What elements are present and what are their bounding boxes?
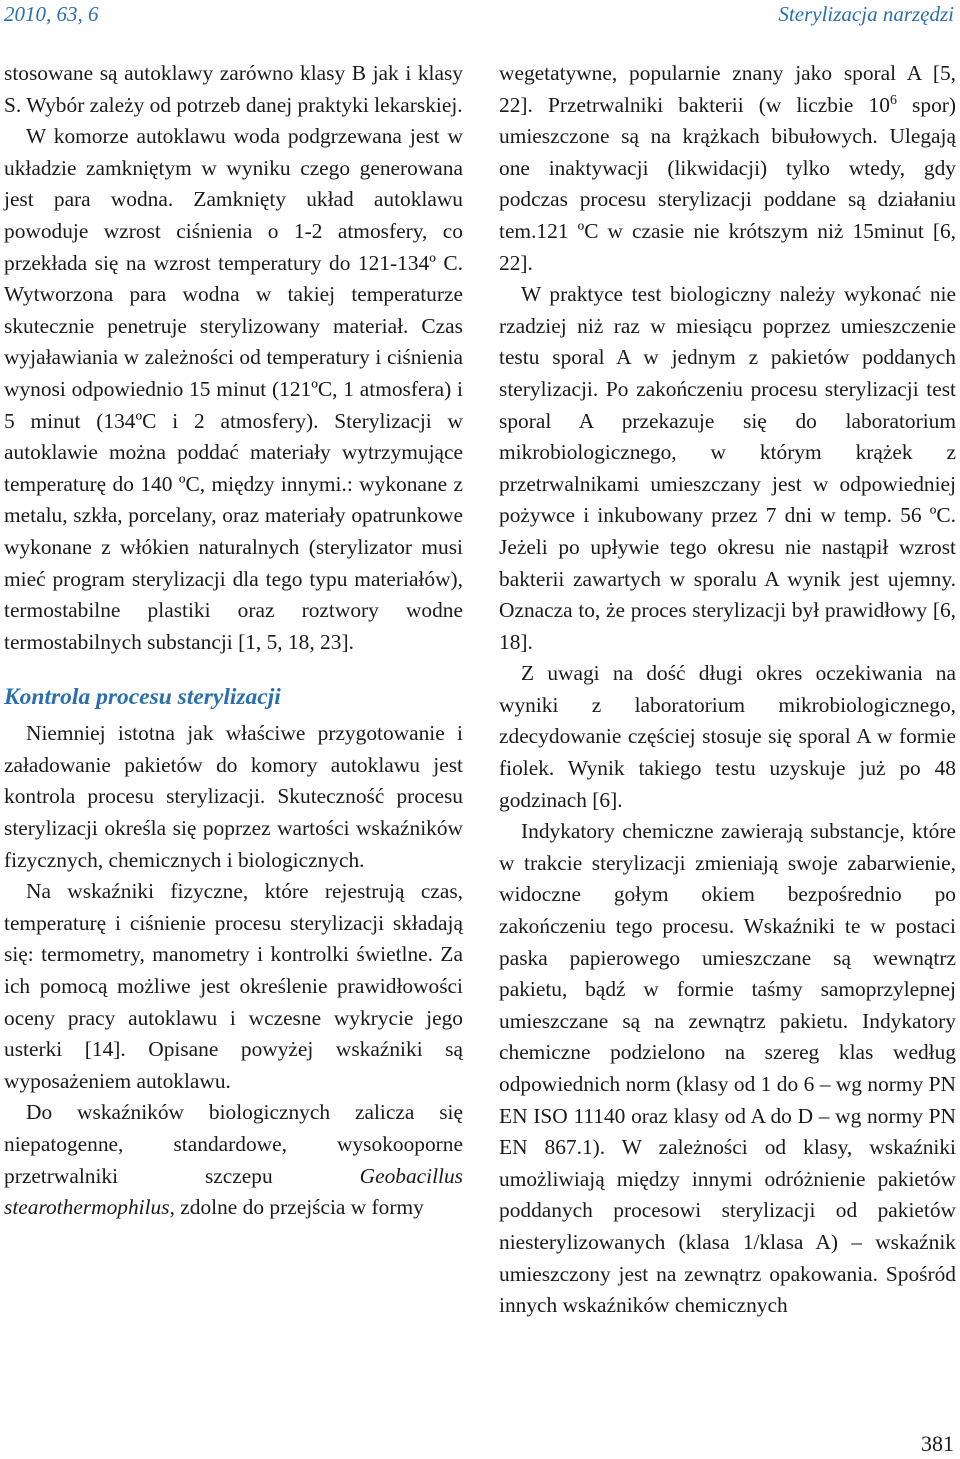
paragraph: Na wskaźniki fizyczne, które rejestrują czas, temperaturę i ciśnienie procesu sterylizacji składają się: termometry, manometry i kontrolki świetlne. Za ich pomocą możliwe jest określenie prawidłowości oceny pracy autoklawu i wczesne wykrycie jego usterki [14]. Opisane powyżej wskaźniki są wyposażeniem autoklawu. [4, 879, 463, 1093]
paragraph: Z uwagi na dość długi okres oczekiwania na wyniki z laboratorium mikrobiologicznego, zdecydowanie częściej stosuje się sporal A w formie fiolek. Wynik takiego testu uzyskuje już po 48 godzinach [6]. [499, 661, 956, 812]
paragraph: Indykatory chemiczne zawierają substancje, które w trakcie sterylizacji zmieniają swoje zabarwienie, widoczne gołym okiem bezpośrednio po zakończeniu tego procesu. Wskaźniki te w postaci paska papierowego umieszczane są wewnątrz pakietu, bądź w formie taśmy samoprzylepnej umieszczane są na zewnątrz pakietu. Indykatory chemiczne podzielono na szereg klas według odpowiednich norm (klasy od 1 do 6 – wg normy PN EN ISO 11140 oraz klasy od A do D – wg normy PN EN 867.1). W zależności od klasy, wskaźniki umożliwiają między innymi odróżnienie pakietów poddanych procesowi sterylizacji od pakietów niesterylizowanych (klasa 1/klasa A) – wskaźnik umieszczony jest na zewnątrz opakowania. Spośród innych wskaźników chemicznych [499, 819, 956, 1318]
text-run: , zdolne do przejścia w formy [169, 1195, 424, 1220]
header-journal-issue: 2010, 63, 6 [4, 2, 99, 26]
superscript-exponent: 6 [889, 92, 897, 108]
text-run: spor) umieszczone są na krążkach bibułowych. Ulegają one inaktywacji (likwidacji) tylko wtedy, gdy podczas procesu sterylizacji poddane są działaniu tem.121 ºC w czasie nie krótszym niż 15minut [6, 22]. [499, 92, 957, 275]
paragraph: W komorze autoklawu woda podgrzewana jest w układzie zamkniętym w wyniku czego generowana jest para wodna. Zamknięty układ autoklawu powoduje wzrost ciśnienia o 1-2 atmosfery, co przekłada się na wzrost temperatury do 121-134º C. Wytworzona para wodna w takiej temperaturze skutecznie penetruje sterylizowany materiał. Czas wyjaławiania w zależności od temperatury i ciśnienia wynosi odpowiednio 15 minut (121ºC, 1 atmosfera) i 5 minut (134ºC i 2 atmosfery). Sterylizacji w autoklawie można poddać materiały wytrzymujące temperaturę do 140 ºC, między innymi.: wykonane z metalu, szkła, porcelany, oraz materiały opatrunkowe wykonane z włókien naturalnych (sterylizator musi mieć program sterylizacji dla tego typu materiałów), termostabilne plastiki oraz roztwory wodne termostabilnych substancji [1, 5, 18, 23]. [4, 124, 463, 654]
species-name: Geobacillus stearothermophilus [4, 1163, 463, 1220]
paragraph [4, 1097, 463, 1223]
paragraph [499, 58, 956, 279]
text-run: Do wskaźników biologicznych zalicza się niepatogenne, standardowe, wysokooporne przetrwalniki szczepu [4, 1100, 463, 1188]
paragraph: Niemniej istotna jak właściwe przygotowanie i załadowanie pakietów do komory autoklawu jest kontrola procesu sterylizacji. Skuteczność procesu sterylizacji określa się poprzez wartości wskaźników fizycznych, chemicznych i biologicznych. [4, 721, 463, 872]
right-column [499, 58, 956, 1322]
text-run: wegetatywne, popularnie znany jako sporal A [5, 22]. Przetrwalniki bakterii (w liczbie 10 [499, 61, 956, 117]
paragraph: W praktyce test biologiczny należy wykonać nie rzadziej niż raz w miesiącu poprzez umieszczenie testu sporal A w jednym z pakietów poddanych sterylizacji. Po zakończeniu procesu sterylizacji test sporal A przekazuje się do laboratorium mikrobiologicznego, w którym krążek z przetrwalnikami umieszczany jest w odpowiedniej pożywce i inkubowany przez 7 dni w temp. 56 ºC. Jeżeli po upływie tego okresu nie nastąpił wzrost bakterii zawartych w sporalu A wynik jest ujemny. Oznacza to, że proces sterylizacji był prawidłowy [6, 18]. [499, 282, 956, 654]
page-number: 381 [921, 1431, 954, 1456]
section-heading: Kontrola procesu sterylizacji [4, 684, 281, 711]
header-article-title: Sterylizacja narzędzi [778, 2, 954, 26]
left-column [4, 58, 463, 1224]
paragraph: stosowane są autoklawy zarówno klasy B jak i klasy S. Wybór zależy od potrzeb danej praktyki lekarskiej. [4, 61, 463, 117]
